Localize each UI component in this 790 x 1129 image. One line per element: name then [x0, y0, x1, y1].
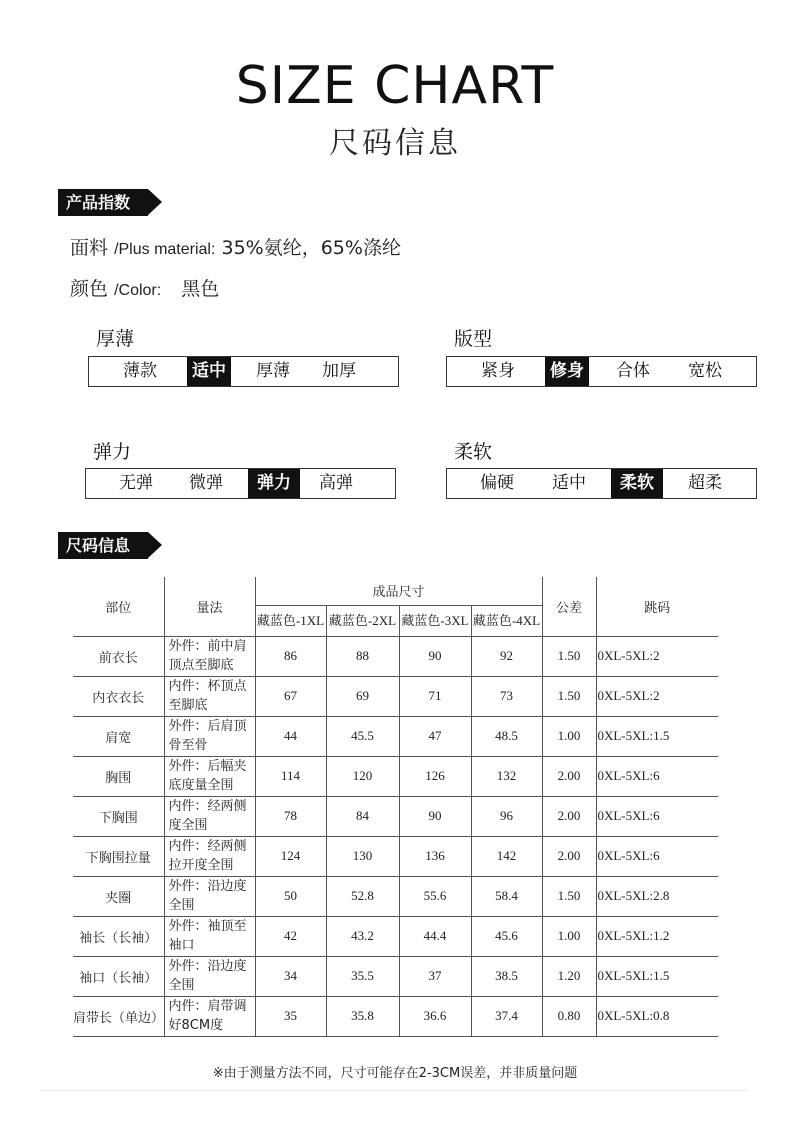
size-info-tag: 尺码信息 — [58, 532, 148, 559]
header-grading: 跳码 — [596, 577, 718, 636]
header-method: 量法 — [164, 577, 255, 636]
table-row — [73, 836, 718, 876]
material-row — [70, 233, 401, 260]
method-cell: 内件：经两侧度全围 — [164, 796, 255, 836]
method-cell: 外件：前中肩顶点至脚底 — [164, 636, 255, 676]
size-4xl-cell: 58.4 — [471, 876, 542, 916]
material-value: 35%氨纶，65%涤纶 — [221, 237, 401, 259]
grading-cell: 0XL-5XL:1.2 — [596, 916, 718, 956]
material-label-en: /Plus material: — [114, 241, 216, 258]
header-size-2xl: 藏蓝色-2XL — [326, 605, 399, 636]
size-table-body — [73, 636, 718, 1036]
size-4xl-cell: 37.4 — [471, 996, 542, 1036]
color-label-cn: 颜色 — [70, 278, 109, 300]
size-2xl-cell: 84 — [326, 796, 399, 836]
size-3xl-cell: 90 — [399, 796, 471, 836]
softness-option-soft: 柔软 — [611, 469, 663, 498]
part-cell: 内衣衣长 — [73, 676, 164, 716]
method-cell: 内件：肩带调好8CM度 — [164, 996, 255, 1036]
elasticity-option-slight: 微弹 — [189, 473, 223, 493]
page-title-en: SIZE CHART — [235, 56, 555, 116]
part-cell: 前衣长 — [73, 636, 164, 676]
header-size-4xl: 藏蓝色-4XL — [471, 605, 542, 636]
size-4xl-cell: 96 — [471, 796, 542, 836]
fit-option-tight: 紧身 — [481, 361, 515, 381]
size-3xl-cell: 90 — [399, 636, 471, 676]
header-part: 部位 — [73, 577, 164, 636]
elasticity-title: 弹力 — [93, 441, 132, 463]
table-row — [73, 956, 718, 996]
method-cell: 外件：袖顶至袖口 — [164, 916, 255, 956]
fit-option-slim: 修身 — [545, 357, 589, 386]
fit-option-regular: 合体 — [616, 361, 650, 381]
size-2xl-cell: 45.5 — [326, 716, 399, 756]
table-row — [73, 996, 718, 1036]
footer-divider — [42, 1090, 747, 1091]
size-1xl-cell: 35 — [255, 996, 326, 1036]
size-2xl-cell: 88 — [326, 636, 399, 676]
size-4xl-cell: 132 — [471, 756, 542, 796]
size-4xl-cell: 48.5 — [471, 716, 542, 756]
tolerance-cell: 1.50 — [542, 636, 596, 676]
size-3xl-cell: 36.6 — [399, 996, 471, 1036]
header-tolerance: 公差 — [542, 577, 596, 636]
table-row — [73, 876, 718, 916]
size-3xl-cell: 47 — [399, 716, 471, 756]
fit-title: 版型 — [454, 328, 493, 350]
size-3xl-cell: 71 — [399, 676, 471, 716]
color-row — [70, 274, 219, 301]
page-title-cn: 尺码信息 — [329, 126, 461, 161]
size-2xl-cell: 52.8 — [326, 876, 399, 916]
tolerance-cell: 1.50 — [542, 676, 596, 716]
grading-cell: 0XL-5XL:2 — [596, 676, 718, 716]
tolerance-cell: 1.00 — [542, 916, 596, 956]
size-1xl-cell: 86 — [255, 636, 326, 676]
softness-option-ultra-soft: 超柔 — [688, 473, 722, 493]
size-3xl-cell: 136 — [399, 836, 471, 876]
part-cell: 袖长（长袖） — [73, 916, 164, 956]
color-value: 黑色 — [181, 278, 220, 300]
elasticity-option-elastic: 弹力 — [248, 469, 300, 498]
thickness-option-thick: 厚薄 — [256, 361, 290, 381]
part-cell: 袖口（长袖） — [73, 956, 164, 996]
table-row — [73, 796, 718, 836]
method-cell: 外件：后幅夹底度量全围 — [164, 756, 255, 796]
size-1xl-cell: 67 — [255, 676, 326, 716]
product-index-tag: 产品指数 — [58, 189, 148, 216]
size-table — [73, 577, 718, 1037]
tolerance-cell: 2.00 — [542, 796, 596, 836]
softness-option-hard: 偏硬 — [480, 473, 514, 493]
grading-cell: 0XL-5XL:6 — [596, 756, 718, 796]
size-1xl-cell: 124 — [255, 836, 326, 876]
size-2xl-cell: 35.8 — [326, 996, 399, 1036]
grading-cell: 0XL-5XL:6 — [596, 836, 718, 876]
size-1xl-cell: 78 — [255, 796, 326, 836]
size-2xl-cell: 69 — [326, 676, 399, 716]
grading-cell: 0XL-5XL:2 — [596, 636, 718, 676]
thickness-option-medium: 适中 — [187, 357, 231, 386]
method-cell: 外件：后肩顶骨至骨 — [164, 716, 255, 756]
size-4xl-cell: 45.6 — [471, 916, 542, 956]
part-cell: 下胸围拉量 — [73, 836, 164, 876]
size-4xl-cell: 73 — [471, 676, 542, 716]
softness-option-medium: 适中 — [552, 473, 586, 493]
table-row — [73, 636, 718, 676]
size-1xl-cell: 114 — [255, 756, 326, 796]
size-4xl-cell: 142 — [471, 836, 542, 876]
size-1xl-cell: 34 — [255, 956, 326, 996]
grading-cell: 0XL-5XL:2.8 — [596, 876, 718, 916]
elasticity-option-none: 无弹 — [119, 473, 153, 493]
softness-title: 柔软 — [454, 441, 493, 463]
size-3xl-cell: 37 — [399, 956, 471, 996]
fit-option-loose: 宽松 — [688, 361, 722, 381]
tolerance-cell: 0.80 — [542, 996, 596, 1036]
table-row — [73, 916, 718, 956]
fit-meter — [446, 356, 757, 387]
size-1xl-cell: 50 — [255, 876, 326, 916]
thickness-option-extra-thick: 加厚 — [322, 361, 356, 381]
measurement-note: ※由于测量方法不同，尺寸可能存在2-3CM误差，并非质量问题 — [212, 1066, 578, 1081]
header-size-3xl: 藏蓝色-3XL — [399, 605, 471, 636]
elasticity-option-high: 高弹 — [319, 473, 353, 493]
grading-cell: 0XL-5XL:6 — [596, 796, 718, 836]
size-1xl-cell: 42 — [255, 916, 326, 956]
size-2xl-cell: 43.2 — [326, 916, 399, 956]
method-cell: 内件：杯顶点至脚底 — [164, 676, 255, 716]
method-cell: 内件：经两侧拉开度全围 — [164, 836, 255, 876]
table-row — [73, 756, 718, 796]
table-header-row — [73, 577, 718, 605]
size-1xl-cell: 44 — [255, 716, 326, 756]
thickness-title: 厚薄 — [96, 328, 135, 350]
method-cell: 外件：沿边度全围 — [164, 876, 255, 916]
tolerance-cell: 1.20 — [542, 956, 596, 996]
size-3xl-cell: 44.4 — [399, 916, 471, 956]
tolerance-cell: 1.00 — [542, 716, 596, 756]
size-4xl-cell: 92 — [471, 636, 542, 676]
size-2xl-cell: 35.5 — [326, 956, 399, 996]
part-cell: 胸围 — [73, 756, 164, 796]
grading-cell: 0XL-5XL:0.8 — [596, 996, 718, 1036]
size-3xl-cell: 55.6 — [399, 876, 471, 916]
part-cell: 下胸围 — [73, 796, 164, 836]
part-cell: 肩带长（单边） — [73, 996, 164, 1036]
thickness-meter — [88, 356, 399, 387]
tolerance-cell: 2.00 — [542, 836, 596, 876]
table-row — [73, 716, 718, 756]
grading-cell: 0XL-5XL:1.5 — [596, 716, 718, 756]
elasticity-meter — [85, 468, 396, 499]
color-label-en: /Color: — [114, 282, 162, 299]
size-3xl-cell: 126 — [399, 756, 471, 796]
material-label-cn: 面料 — [70, 237, 109, 259]
tolerance-cell: 2.00 — [542, 756, 596, 796]
size-4xl-cell: 38.5 — [471, 956, 542, 996]
thickness-option-thin: 薄款 — [123, 361, 157, 381]
header-finished-size: 成品尺寸 — [255, 577, 542, 605]
table-row — [73, 676, 718, 716]
grading-cell: 0XL-5XL:1.5 — [596, 956, 718, 996]
method-cell: 外件：沿边度全围 — [164, 956, 255, 996]
header-size-1xl: 藏蓝色-1XL — [255, 605, 326, 636]
size-2xl-cell: 130 — [326, 836, 399, 876]
part-cell: 肩宽 — [73, 716, 164, 756]
softness-meter — [446, 468, 757, 499]
tolerance-cell: 1.50 — [542, 876, 596, 916]
size-2xl-cell: 120 — [326, 756, 399, 796]
part-cell: 夹圈 — [73, 876, 164, 916]
